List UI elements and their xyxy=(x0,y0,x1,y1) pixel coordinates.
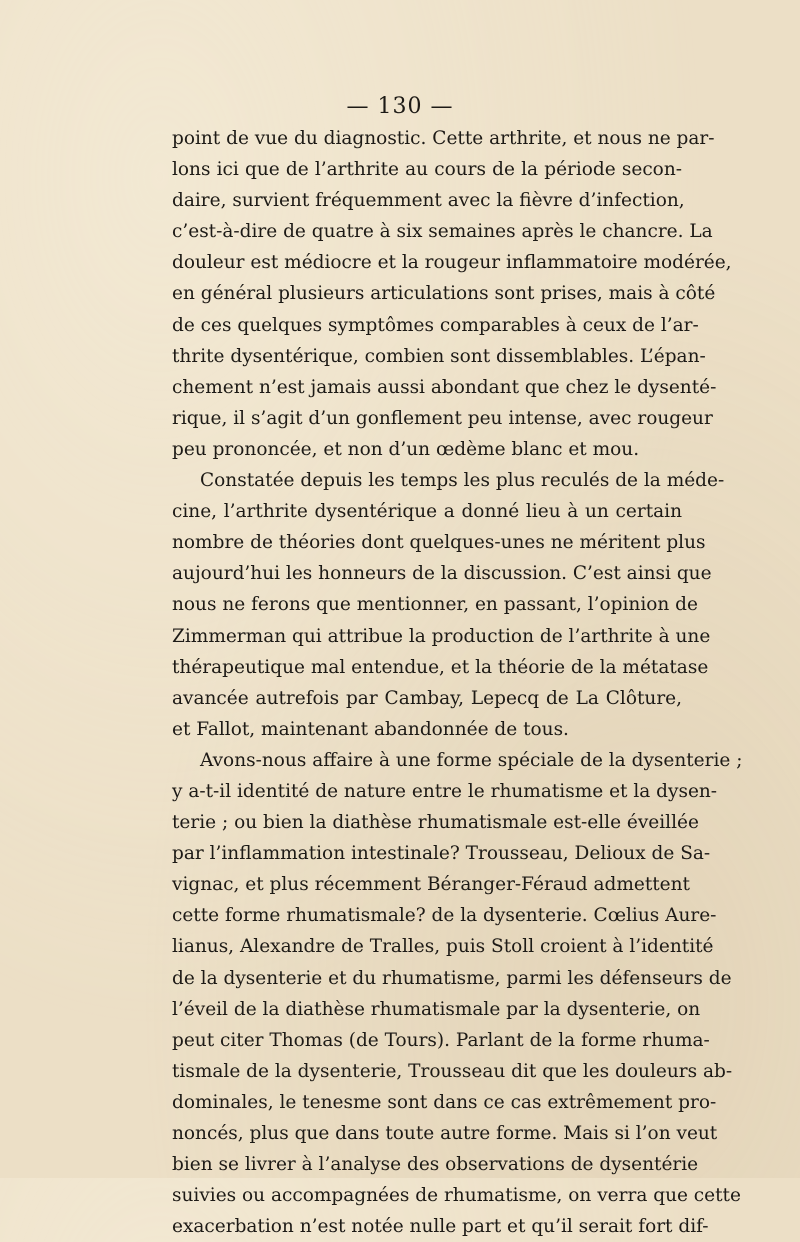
text-line: par l’inflammation intestinale? Trousseau, Delioux de Sa- xyxy=(172,843,711,865)
text-line-paragraph-end: peu prononcée, et non d’un œdème blanc et mou. xyxy=(172,438,640,460)
text-line: douleur est médiocre et la rougeur inflammatoire modérée, xyxy=(172,252,732,274)
text-line: avancée autrefois par Cambay, Lepecq de La Clôture, xyxy=(172,687,682,709)
text-line: lons ici que de l’arthrite au cours de la période secon- xyxy=(172,159,682,181)
text-line-paragraph-end: et Fallot, maintenant abandonnée de tous. xyxy=(172,718,569,740)
text-line: noncés, plus que dans toute autre forme. Mais si l’on veut xyxy=(172,1123,718,1144)
page-number: — 130 — xyxy=(346,94,454,119)
text-line: dominales, le tenesme sont dans ce cas extrêmement pro- xyxy=(172,1091,717,1113)
text-line: cette forme rhumatismale? de la dysenterie. Cœlius Aure- xyxy=(172,905,717,927)
text-line-paragraph-start: Constatée depuis les temps les plus reculés de la méde- xyxy=(200,470,725,492)
text-line: aujourd’hui les honneurs de la discussion. C’est ainsi que xyxy=(172,563,712,585)
text-line: Zimmerman qui attribue la production de l’arthrite à une xyxy=(172,625,711,647)
text-line: lianus, Alexandre de Tralles, puis Stoll croient à l’identité xyxy=(172,936,714,958)
text-line: l’éveil de la diathèse rhumatismale par la dysenterie, on xyxy=(172,998,701,1020)
text-line: nombre de théories dont quelques-unes ne méritent plus xyxy=(172,532,706,554)
text-line: tismale de la dysenterie, Trousseau dit que les douleurs ab- xyxy=(172,1060,733,1082)
text-line: de la dysenterie et du rhumatisme, parmi les défenseurs de xyxy=(172,967,732,989)
text-line: nous ne ferons que mentionner, en passant, l’opinion de xyxy=(172,594,698,616)
text-line: en général plusieurs articulations sont prises, mais à côté xyxy=(172,283,716,305)
text-line: bien se livrer à l’analyse des observations de dysentérie xyxy=(172,1154,699,1176)
text-line: chement n’est jamais aussi abondant que chez le dysenté- xyxy=(172,376,717,398)
text-line: cine, l’arthrite dysentérique a donné lieu à un certain xyxy=(172,501,682,523)
text-line: terie ; ou bien la diathèse rhumatismale est-elle éveillée xyxy=(172,812,699,834)
text-line-paragraph-start: Avons-nous affaire à une forme spéciale de la dysenterie ; xyxy=(200,749,743,771)
text-line: suivies ou accompagnées de rhumatisme, on verra que cette xyxy=(172,1185,741,1207)
text-line: c’est-à-dire de quatre à six semaines après le chancre. La xyxy=(172,221,713,243)
text-line: y a-t-il identité de nature entre le rhumatisme et la dysen- xyxy=(172,780,718,802)
text-line: point de vue du diagnostic. Cette arthrite, et nous ne par- xyxy=(172,128,715,149)
text-line: rique, il s’agit d’un gonflement peu intense, avec rougeur xyxy=(172,407,713,429)
text-line: peut citer Thomas (de Tours). Parlant de la forme rhuma- xyxy=(172,1029,710,1051)
body-text xyxy=(172,123,743,1242)
text-line: vignac, et plus récemment Béranger-Féraud admettent xyxy=(172,874,690,896)
text-line: daire, survient fréquemment avec la fièvre d’infection, xyxy=(172,190,685,212)
text-line: de ces quelques symptômes comparables à ceux de l’ar- xyxy=(172,314,699,336)
text-line: exacerbation n’est notée nulle part et qu’il serait fort dif- xyxy=(172,1216,709,1238)
text-line: thrite dysentérique, combien sont dissemblables. L’épan- xyxy=(172,345,706,367)
text-line: thérapeutique mal entendue, et la théorie de la métatase xyxy=(172,656,709,678)
